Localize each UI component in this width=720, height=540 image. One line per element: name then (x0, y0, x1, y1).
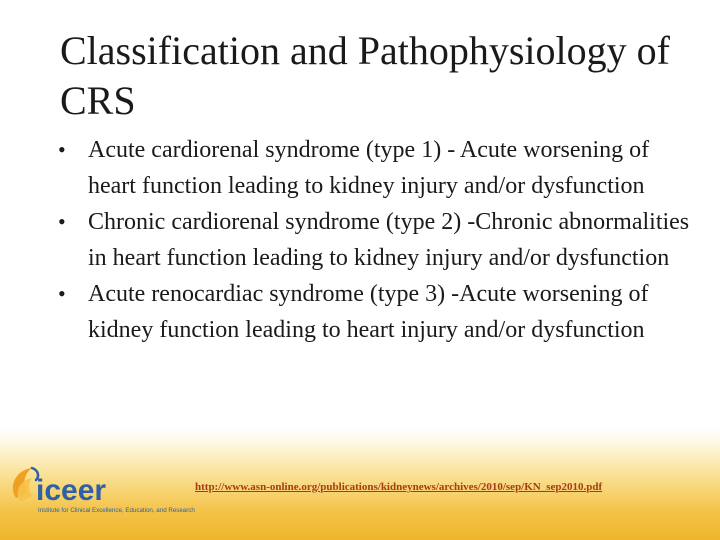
bullet-item (58, 132, 698, 204)
source-link[interactable]: http://www.asn-online.org/publications/kidneynews/archives/2010/sep/KN_sep2010.pdf (195, 481, 603, 493)
bullet-text: Chronic cardiorenal syndrome (type 2) -Chronic abnormalities in heart function leading to kidney injury and/or dysfunction (88, 209, 690, 271)
slide-title: Classification and Pathophysiology of CRS (60, 28, 670, 123)
bullet-marker: • (58, 137, 66, 162)
logo-tagline: Institute for Clinical Excellence, Education, and Research (38, 507, 195, 514)
bullet-item (58, 204, 698, 276)
logo-wordmark: iceer (36, 474, 107, 507)
bullet-item (58, 276, 698, 348)
bullet-marker: • (58, 281, 66, 306)
iceer-logo (6, 462, 206, 522)
bullet-text: Acute renocardiac syndrome (type 3) -Acute worsening of kidney function leading to heart injury and/or dysfunction (88, 281, 649, 343)
bullet-list (58, 132, 698, 348)
bullet-marker: • (58, 209, 66, 234)
bullet-text: Acute cardiorenal syndrome (type 1) - Acute worsening of heart function leading to kidney injury and/or dysfunction (88, 137, 650, 199)
